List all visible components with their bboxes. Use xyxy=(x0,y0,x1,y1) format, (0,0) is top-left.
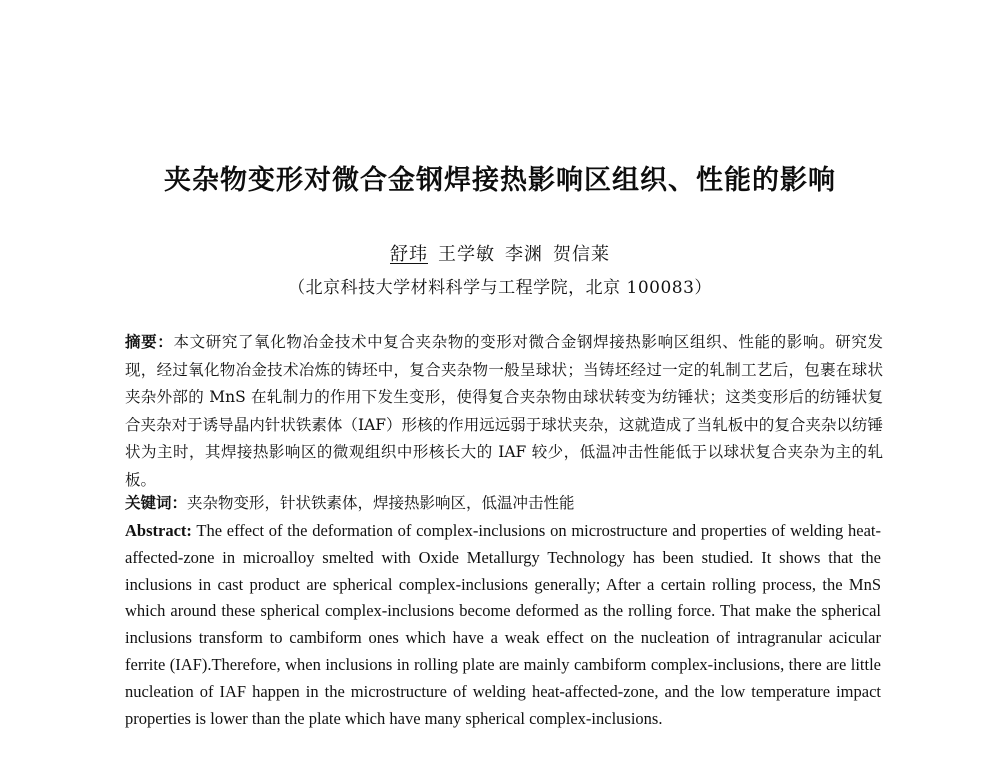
chinese-abstract-label: 摘要： xyxy=(125,333,174,351)
author-list xyxy=(0,240,1000,266)
chinese-abstract xyxy=(125,329,883,495)
chinese-keywords xyxy=(125,491,883,515)
author-name: 舒玮 xyxy=(390,244,428,265)
english-abstract xyxy=(125,518,881,732)
author-affiliation: （北京科技大学材料科学与工程学院，北京 100083） xyxy=(288,278,712,298)
keywords-label: 关键词： xyxy=(125,494,188,512)
english-abstract-label: Abstract: xyxy=(125,521,192,540)
english-abstract-text: The effect of the deformation of complex-inclusions on microstructure and properties of welding heat-affected-zone in microalloy smelted with Oxide Metallurgy Technology has been studied. It shows that the inclusions in cast product are spherical complex-inclusions generally; After a certain rolling process, the MnS which around these spherical complex-inclusions become deformed as the rolling force. That make the spherical inclusions transform to cambiform ones which have a weak effect on the nucleation of intragranular acicular ferrite (IAF).Therefore, when inclusions in rolling plate are mainly cambiform complex-inclusions, there are little nucleation of IAF happen in the microstructure of welding heat-affected-zone, and the low temperature impact properties is lower than the plate which have many spherical complex-inclusions. xyxy=(125,521,882,728)
author-name: 李渊 xyxy=(505,244,543,265)
author-name: 王学敏 xyxy=(438,244,495,265)
author-name: 贺信莱 xyxy=(553,244,610,265)
chinese-abstract-text: 本文研究了氧化物冶金技术中复合夹杂物的变形对微合金钢焊接热影响区组织、性能的影响。研究发现，经过氧化物冶金技术冶炼的铸坯中，复合夹杂物一般呈球状；当铸坯经过一定的轧制工艺后，包裹在球状夹杂外部的 MnS 在轧制力的作用下发生变形，使得复合夹杂物由球状转变为纺锤状；这类变形后的纺锤状复合夹杂对于诱导晶内针状铁素体（IAF）形核的作用远远弱于球状夹杂，这就造成了当轧板中的复合夹杂以纺锤状为主时，其焊接热影响区的微观组织中形核长大的 IAF 较少，低温冲击性能低于以球状复合夹杂为主的轧板。 xyxy=(125,333,883,489)
keywords-text: 夹杂物变形，针状铁素体，焊接热影响区，低温冲击性能 xyxy=(187,494,575,512)
paper-title: 夹杂物变形对微合金钢焊接热影响区组织、性能的影响 xyxy=(164,165,836,196)
